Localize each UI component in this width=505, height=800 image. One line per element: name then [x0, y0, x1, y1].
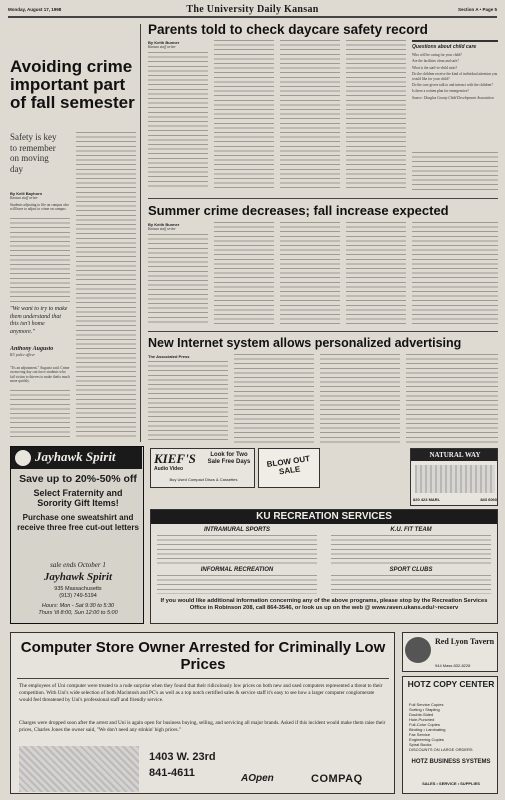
jayhawk-ad-title: Jayhawk Spirit	[35, 449, 116, 464]
recreation-title: KU RECREATION SERVICES	[151, 510, 497, 524]
daycare-byline-role: Kansan staff writer	[148, 45, 176, 49]
avoid-crime-deck: Safety is key to remember on moving day	[10, 132, 57, 174]
summer-body-col3	[280, 222, 340, 326]
jayhawk-spirit-ad	[10, 446, 144, 624]
jayhawk-ad-address: 935 Massachusetts	[54, 586, 102, 592]
childcare-sidebar	[412, 40, 498, 150]
kiefs-title: KIEF'S	[154, 451, 196, 466]
uni-computer-ad	[10, 632, 395, 794]
red-lyon-title: Red Lyon Tavern	[435, 637, 495, 646]
summer-body-col5	[412, 222, 498, 326]
computer-ad-rule	[17, 678, 389, 679]
childcare-source: Source: Douglas County Child Development Association	[412, 95, 494, 100]
internet-body-col3	[320, 354, 400, 443]
daycare-body-col4	[346, 40, 406, 190]
avoid-crime-headline: Avoiding crime important part of fall semester	[10, 58, 135, 112]
red-lyon-address: 944 Mass 832-8228	[435, 663, 471, 668]
jayhawk-ad-hours: Hours: Mon - Sat 9:30 to 5:30	[41, 603, 115, 609]
compaq-logo: COMPAQ	[311, 773, 363, 785]
kiefs-ad	[150, 448, 255, 488]
avoid-crime-body-2: "It's an adjustment," Augusto said. Crime on moving day can force students who fail victim to thieves to make thefts much more quickly.	[10, 366, 70, 384]
avoid-crime-body-col2	[76, 132, 136, 440]
pull-quote-name: Anthony Augusto	[10, 346, 54, 352]
pull-quote-role: KU police officer	[10, 353, 35, 357]
daycare-body-col1	[148, 52, 208, 190]
jayhawk-ad-items: Select Fraternity and Sorority Gift Items!	[33, 488, 123, 508]
summer-body-col4	[346, 222, 406, 326]
kiefs-subtitle: Audio Video	[154, 466, 184, 472]
childcare-question: Do the care givers talk to and interact with the children?	[412, 83, 493, 88]
avoid-crime-body-col1	[10, 218, 70, 302]
computer-store-phone: 841-4611	[149, 767, 195, 779]
hotz-service: Sorting • Stapling	[409, 707, 440, 712]
summer-body-col1	[148, 234, 208, 326]
hotz-service: Fax Service	[409, 732, 431, 737]
hotz-footer-2: SALES • SERVICE • SUPPLIES	[422, 781, 480, 786]
summer-crime-byline: By Keith Bunner	[148, 222, 180, 227]
hotz-service: Binding • Laminating	[409, 727, 446, 732]
internet-body-col1	[148, 361, 228, 443]
recreation-services-ad	[150, 509, 498, 624]
avoid-crime-byline: By Kelli Bayhorn	[10, 191, 43, 196]
story-divider	[148, 198, 498, 199]
column-divider	[140, 24, 141, 442]
kiefs-extra: Buy Used Compact Discs & Cassettes	[169, 477, 238, 482]
fit-team-text	[331, 535, 491, 565]
blowout-ad	[258, 448, 320, 488]
computer-store-photo	[19, 746, 139, 792]
avoid-crime-byline-role: Kansan staff writer	[10, 196, 38, 200]
computer-store-address: 1403 W. 23rd	[149, 751, 216, 763]
section-label: Section A • Page 5	[457, 7, 497, 12]
childcare-question: What is the staff-to-child ratio?	[412, 65, 458, 70]
pull-quote: "We want to try to make them understand that this isn't home anymore."	[10, 306, 68, 335]
summer-crime-headline: Summer crime decreases; fall increase expected	[148, 203, 449, 218]
hotz-footer: HOTZ BUSINESS SYSTEMS	[411, 759, 491, 765]
fit-team-heading: K.U. FIT TEAM	[390, 527, 432, 533]
sport-clubs-text	[331, 575, 491, 594]
natural-way-ad	[410, 448, 498, 506]
natural-way-phone-2: 843 6060	[480, 497, 497, 502]
hotz-service-list	[409, 702, 495, 752]
masthead: The University Daily Kansan	[186, 4, 319, 15]
header-rule	[8, 16, 497, 18]
computer-store-body: The employees of Uni computer were treated to a rude surprise when they found that their ridiculously low prices on both new and used computers represented a threat to their competition. With Uni's wide selection of both Macintosh and PC's as well as a top notch certified sales & service staff it's easy to see how a larger computer conglomerate would feel threatened by Uni's professional staff and friendly service.	[19, 683, 383, 703]
hotz-copy-ad	[402, 676, 498, 794]
daycare-body-col5	[412, 152, 498, 190]
hotz-title: HOTZ COPY CENTER	[407, 679, 495, 689]
childcare-question: Are the facilities clean and safe?	[412, 59, 459, 64]
internet-headline: New Internet system allows personalized advertising	[148, 336, 462, 350]
jayhawk-ad-sale-end: sale ends October 1	[50, 561, 106, 569]
red-lyon-ad	[402, 632, 498, 672]
natural-way-title: NATURAL WAY	[411, 449, 498, 461]
aopen-logo: AOpen	[241, 773, 274, 784]
computer-store-body-2: Charges were dropped soon after the arrest and Uni is again open for business buying, selling, and servicing all major brands. Asked if this incident would make them raise their prices, Charles Jones the owner said, "We don't need any stinkin' high prices."	[19, 720, 386, 733]
hotz-service: Spiral Books	[409, 742, 432, 747]
hotz-service: DISCOUNTS ON LARGE ORDERS	[409, 747, 473, 752]
sport-clubs-heading: SPORT CLUBS	[389, 567, 433, 573]
summer-body-col2	[214, 222, 274, 326]
internet-byline: The Associated Press	[148, 354, 190, 359]
internet-body-col2	[234, 354, 314, 443]
avoid-crime-lead: Students adjusting to life on campus also will have to adjust to crime on campus.	[10, 203, 69, 212]
summer-crime-byline-role: Kansan staff writer	[148, 227, 176, 231]
story-divider	[148, 331, 498, 332]
intramural-text	[157, 535, 317, 565]
hotz-service: Full Service Copies	[409, 702, 444, 707]
daycare-byline: By Keith Bunner	[148, 40, 180, 45]
kiefs-sale: Look for Two Sale Free Days	[207, 452, 251, 465]
informal-rec-heading: INFORMAL RECREATION	[200, 567, 274, 573]
hotz-service: Engineering Copies	[409, 737, 444, 742]
informal-rec-text	[157, 575, 317, 594]
daycare-body-col3	[280, 40, 340, 190]
jayhawk-logo-icon	[15, 450, 31, 466]
jayhawk-ad-phone: (913) 749-5194	[59, 593, 97, 599]
hotz-service: Double-Sided	[409, 712, 434, 717]
internet-body-col4	[406, 354, 498, 443]
childcare-question: Who will be caring for your child?	[412, 53, 462, 57]
lion-logo-icon	[405, 637, 431, 663]
daycare-body-col2	[214, 40, 274, 190]
hotz-service: Full-Color Copies	[409, 722, 440, 727]
daycare-headline: Parents told to check daycare safety record	[148, 22, 428, 37]
childcare-question: Is there a written plan for emergencies?	[412, 89, 469, 94]
recreation-footer: If you would like additional information concerning any of the above programs, please stop by the Recreation Services Office in Robinson 208, call 864-3546, or look us up on the web @ www.raven.ukans.edu/~recserv	[160, 598, 488, 611]
hotz-service: Hole-Punched	[409, 717, 435, 722]
jayhawk-ad-offer: Purchase one sweatshirt and receive three free cut-out letters	[17, 513, 139, 532]
childcare-question: Do the children receive the kind of individual attention you would like for your child?	[412, 72, 498, 81]
childcare-sidebar-title: Questions about child care	[412, 44, 477, 50]
blowout-label: BLOW OUT SALE	[266, 454, 311, 477]
natural-way-phone: 820 423 MARL	[413, 497, 441, 502]
issue-date: Monday, August 17, 1998	[8, 7, 62, 12]
jayhawk-ad-hours-2: Thurs 'til 8:00, Sun 12:00 to 5:00	[38, 610, 118, 616]
avoid-crime-body-col1b	[10, 390, 70, 440]
computer-store-headline: Computer Store Owner Arrested for Criminally Low Prices	[20, 639, 386, 673]
jayhawk-ad-store: Jayhawk Spirit	[43, 571, 113, 583]
intramural-heading: INTRAMURAL SPORTS	[203, 527, 271, 533]
natural-way-image	[415, 465, 495, 493]
jayhawk-ad-discount: Save up to 20%-50% off	[19, 473, 137, 485]
